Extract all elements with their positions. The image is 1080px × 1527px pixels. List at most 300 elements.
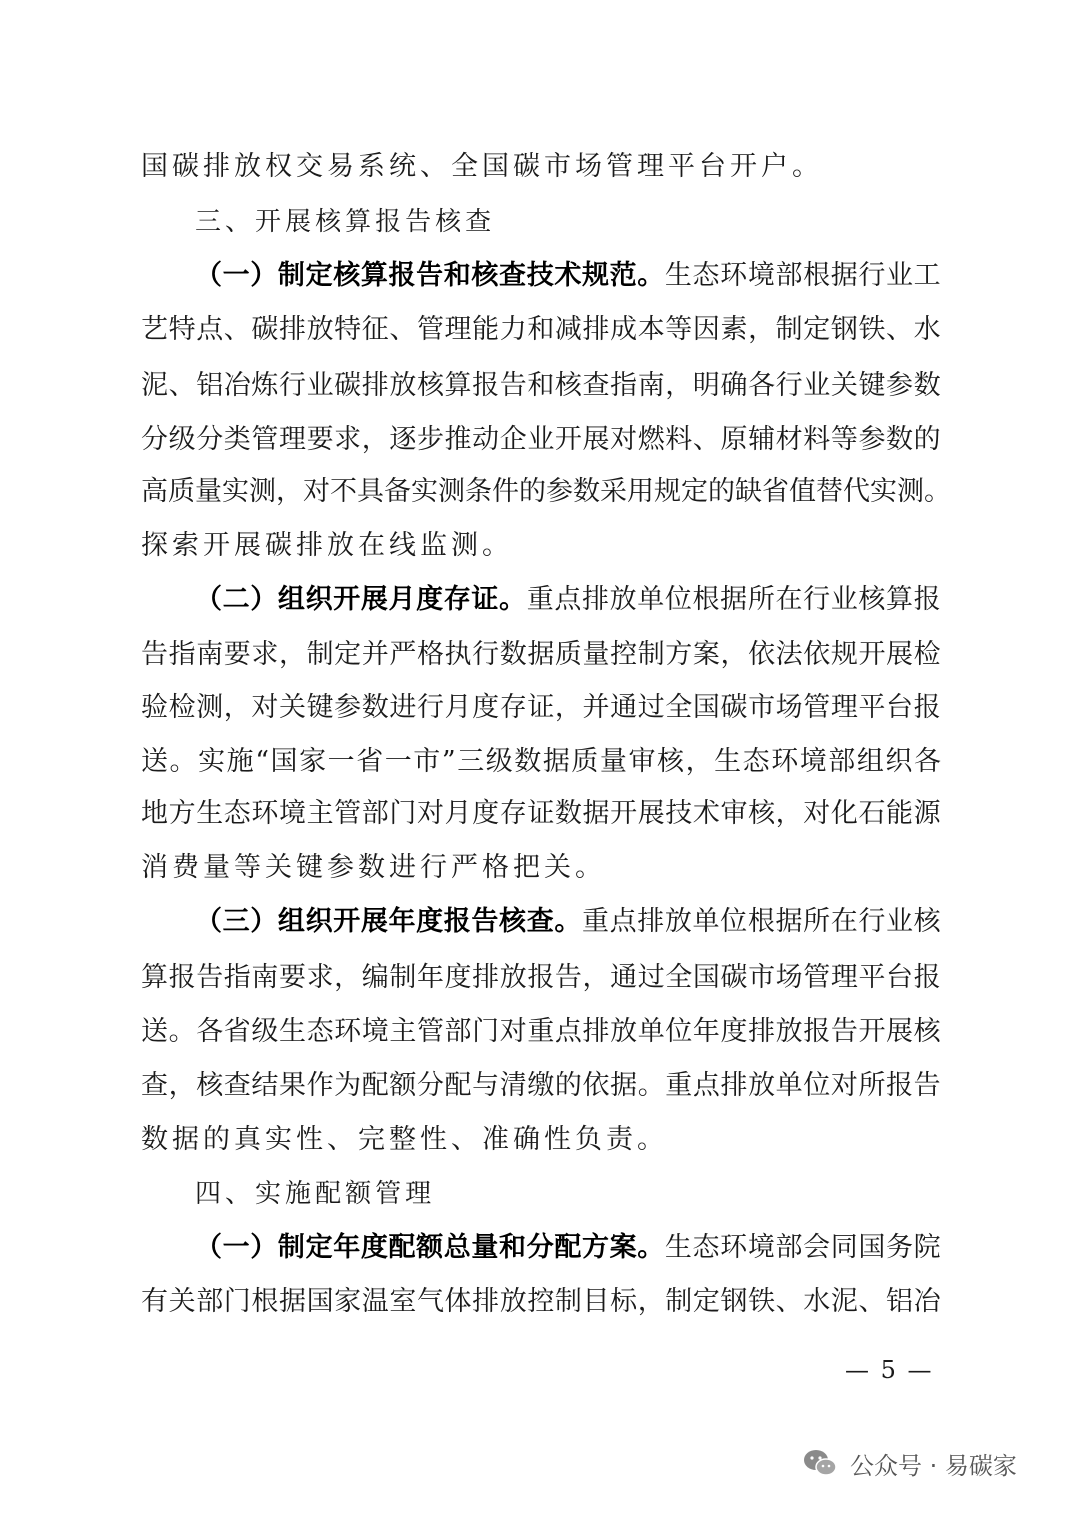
glyph: 进 <box>389 692 417 723</box>
glyph: 织 <box>305 584 333 615</box>
glyph: 放 <box>327 530 354 561</box>
glyph: 行 <box>420 852 447 883</box>
glyph: 境 <box>278 798 306 829</box>
glyph: 控 <box>527 1286 555 1317</box>
glyph: 体 <box>444 1286 472 1317</box>
text-line <box>141 526 941 566</box>
glyph: 查 <box>141 1070 168 1101</box>
glyph: 指 <box>168 639 196 670</box>
glyph: 采 <box>600 476 627 507</box>
glyph: （ <box>195 260 222 291</box>
glyph: 放 <box>609 584 637 615</box>
glyph: 放 <box>664 906 692 937</box>
glyph: 化 <box>830 798 858 829</box>
glyph: 核 <box>333 260 361 291</box>
glyph: 替 <box>816 476 843 507</box>
glyph: 各 <box>913 746 941 777</box>
glyph: 件 <box>492 476 519 507</box>
glyph: ， <box>775 798 803 829</box>
glyph: （ <box>195 584 222 615</box>
glyph: 的 <box>519 476 546 507</box>
glyph: 关 <box>278 692 306 723</box>
text-line <box>141 635 941 675</box>
glyph: 一 <box>222 260 250 291</box>
glyph: 地 <box>141 798 168 829</box>
glyph: 关 <box>168 1286 196 1317</box>
glyph: 核 <box>196 1070 224 1101</box>
glyph: 审 <box>628 746 656 777</box>
glyph: 标 <box>610 1286 638 1317</box>
glyph: 放 <box>748 1070 776 1101</box>
glyph: 据 <box>720 584 748 615</box>
glyph: 部 <box>775 260 803 291</box>
glyph: 确 <box>513 1124 540 1155</box>
glyph: 算 <box>141 962 168 993</box>
glyph: 、 <box>225 1179 252 1209</box>
glyph: 水 <box>913 314 941 345</box>
glyph: 台 <box>886 962 914 993</box>
glyph: 术 <box>692 798 720 829</box>
glyph: 证 <box>527 692 555 723</box>
glyph: 等 <box>830 424 858 455</box>
glyph: 放 <box>389 370 417 401</box>
glyph: 年 <box>692 1016 720 1047</box>
glyph: 结 <box>251 1070 279 1101</box>
glyph: 告 <box>830 1016 858 1047</box>
glyph: 用 <box>627 476 654 507</box>
glyph: 度 <box>472 798 500 829</box>
glyph: 据 <box>542 746 570 777</box>
glyph: 额 <box>389 1070 417 1101</box>
glyph: 编 <box>361 962 389 993</box>
glyph: 对 <box>499 1016 527 1047</box>
glyph: 目 <box>582 1286 610 1317</box>
glyph: 碳 <box>251 314 279 345</box>
glyph: 工 <box>913 260 941 291</box>
glyph: 测 <box>196 692 224 723</box>
glyph: 的 <box>913 424 941 455</box>
glyph: 、 <box>168 370 196 401</box>
glyph: 、 <box>389 314 417 345</box>
glyph: 排 <box>582 1016 610 1047</box>
glyph: 对 <box>416 798 444 829</box>
glyph: ， <box>278 639 306 670</box>
glyph: 缺 <box>735 476 762 507</box>
text-line <box>141 794 941 834</box>
glyph: 组 <box>277 906 305 937</box>
glyph: 国 <box>270 746 298 777</box>
glyph: 四 <box>195 1179 222 1209</box>
glyph: 据 <box>775 906 803 937</box>
glyph: 确 <box>720 370 748 401</box>
glyph: 过 <box>637 962 665 993</box>
glyph: 配 <box>554 1232 582 1263</box>
glyph: 存 <box>499 798 527 829</box>
glyph: 关 <box>265 852 292 883</box>
glyph: 位 <box>720 906 748 937</box>
glyph: 行 <box>278 370 306 401</box>
glyph: 通 <box>610 692 638 723</box>
glyph: 管 <box>416 1016 444 1047</box>
glyph: 水 <box>803 1286 831 1317</box>
glyph: 据 <box>278 1286 306 1317</box>
glyph: 步 <box>416 424 444 455</box>
glyph: 量 <box>195 476 222 507</box>
glyph: 统 <box>389 151 416 182</box>
glyph: 点 <box>609 906 637 937</box>
glyph: 排 <box>472 1286 500 1317</box>
glyph: 规 <box>830 639 858 670</box>
glyph: 排 <box>472 962 500 993</box>
glyph: 键 <box>306 692 334 723</box>
glyph: 求 <box>251 639 279 670</box>
glyph: 报 <box>472 370 500 401</box>
glyph: 和 <box>443 260 471 291</box>
glyph: ， <box>554 692 582 723</box>
glyph: 定 <box>681 476 708 507</box>
glyph: 排 <box>637 906 665 937</box>
glyph: 、 <box>420 151 447 182</box>
text-line <box>141 848 941 888</box>
glyph: 单 <box>775 1070 803 1101</box>
glyph: 泥 <box>830 1286 858 1317</box>
glyph: 排 <box>582 314 610 345</box>
glyph: 度 <box>416 906 444 937</box>
glyph: 根 <box>747 906 775 937</box>
glyph: 据 <box>830 260 858 291</box>
glyph: 方 <box>168 798 196 829</box>
glyph: 性 <box>420 1124 447 1155</box>
glyph: 值 <box>789 476 816 507</box>
glyph: 分 <box>141 424 168 455</box>
glyph: 生 <box>714 746 742 777</box>
glyph: 度 <box>720 1016 748 1047</box>
glyph: 求 <box>334 424 362 455</box>
glyph: 配 <box>315 1179 342 1209</box>
glyph: 市 <box>544 151 571 182</box>
glyph: 核 <box>435 207 462 237</box>
glyph: 制 <box>637 639 665 670</box>
text-line <box>141 366 941 406</box>
glyph: 索 <box>172 530 199 561</box>
glyph: 具 <box>357 476 384 507</box>
glyph: 国 <box>482 151 509 182</box>
glyph: 高 <box>141 476 168 507</box>
glyph: 告 <box>196 962 224 993</box>
glyph: 告 <box>554 962 582 993</box>
glyph: 配 <box>444 1070 472 1101</box>
glyph: 核 <box>416 370 444 401</box>
glyph: 缴 <box>527 1070 555 1101</box>
glyph: 南 <box>637 370 665 401</box>
glyph: 对 <box>303 476 330 507</box>
glyph: 级 <box>168 424 196 455</box>
glyph: 各 <box>196 1016 224 1047</box>
glyph: 碳 <box>513 151 540 182</box>
glyph: 所 <box>858 1070 886 1101</box>
glyph: 定 <box>803 314 831 345</box>
glyph: 家 <box>299 746 327 777</box>
glyph: 核 <box>657 746 685 777</box>
glyph: 根 <box>803 260 831 291</box>
glyph: 审 <box>720 798 748 829</box>
glyph: 数 <box>358 852 385 883</box>
glyph: 完 <box>358 1124 385 1155</box>
glyph: 碳 <box>334 370 362 401</box>
glyph: 果 <box>278 1070 306 1101</box>
glyph: 依 <box>582 1070 610 1101</box>
text-line <box>141 1282 941 1322</box>
glyph: 料 <box>665 424 693 455</box>
glyph: 管 <box>334 798 362 829</box>
glyph: 、 <box>692 424 720 455</box>
glyph: 负 <box>575 1124 602 1155</box>
glyph: 行 <box>775 370 803 401</box>
glyph: 实 <box>198 746 226 777</box>
glyph: 泥 <box>141 370 168 401</box>
glyph: 质 <box>554 639 582 670</box>
glyph: 度 <box>444 962 472 993</box>
glyph: 理 <box>278 424 306 455</box>
glyph: 所 <box>747 584 775 615</box>
glyph: 要 <box>278 962 306 993</box>
glyph: 开 <box>203 530 230 561</box>
glyph: 展 <box>886 1016 914 1047</box>
glyph: 关 <box>544 852 571 883</box>
glyph: 要 <box>306 424 334 455</box>
glyph: 严 <box>389 639 417 670</box>
glyph: 。 <box>499 584 527 615</box>
section-heading <box>195 1174 941 1214</box>
glyph: 交 <box>296 151 323 182</box>
section-heading <box>195 202 941 242</box>
glyph: 测 <box>249 476 276 507</box>
glyph: 全 <box>451 151 478 182</box>
glyph: 代 <box>843 476 870 507</box>
glyph: 能 <box>886 798 914 829</box>
glyph: 一 <box>384 746 412 777</box>
glyph: 度 <box>416 584 444 615</box>
glyph: 严 <box>451 852 478 883</box>
glyph: 线 <box>389 530 416 561</box>
glyph: 平 <box>668 151 695 182</box>
glyph: 一 <box>222 1232 250 1263</box>
glyph: 逐 <box>389 424 417 455</box>
glyph: 市 <box>748 962 776 993</box>
glyph: 生 <box>196 798 224 829</box>
glyph: 进 <box>389 852 416 883</box>
glyph: 理 <box>830 692 858 723</box>
glyph: 门 <box>223 1286 251 1317</box>
glyph: 键 <box>296 852 323 883</box>
glyph: 检 <box>168 692 196 723</box>
glyph: 境 <box>747 260 775 291</box>
glyph: 展 <box>582 424 610 455</box>
glyph: 的 <box>203 1124 230 1155</box>
glyph: 位 <box>803 1070 831 1101</box>
glyph: 年 <box>333 1232 361 1263</box>
glyph: 有 <box>141 1286 168 1317</box>
glyph: 国 <box>141 151 168 182</box>
glyph: 施 <box>226 746 254 777</box>
glyph: 业 <box>803 370 831 401</box>
glyph: 实 <box>870 476 897 507</box>
text-line <box>141 958 941 998</box>
glyph: 年 <box>388 906 416 937</box>
glyph: 数 <box>573 476 600 507</box>
glyph: 碳 <box>720 692 748 723</box>
glyph: 气 <box>416 1286 444 1317</box>
glyph: ， <box>685 746 713 777</box>
glyph: 技 <box>665 798 693 829</box>
glyph: 放 <box>306 314 334 345</box>
glyph: 开 <box>554 424 582 455</box>
glyph: 存 <box>499 692 527 723</box>
glyph: 分 <box>196 424 224 455</box>
glyph: 制 <box>775 314 803 345</box>
glyph: 数 <box>141 1124 168 1155</box>
text-line <box>141 1012 941 1052</box>
glyph: 国 <box>306 1286 334 1317</box>
glyph: 检 <box>913 639 941 670</box>
glyph: 施 <box>285 1179 312 1209</box>
glyph: 。 <box>554 906 582 937</box>
glyph: 月 <box>444 692 472 723</box>
glyph: 门 <box>389 798 417 829</box>
glyph: 测 <box>451 530 478 561</box>
glyph: 报 <box>527 962 555 993</box>
glyph: 监 <box>420 530 447 561</box>
glyph: 案 <box>609 1232 637 1263</box>
glyph: 组 <box>856 746 884 777</box>
glyph: 不 <box>330 476 357 507</box>
glyph: 成 <box>610 314 638 345</box>
glyph: 格 <box>416 639 444 670</box>
glyph: 算 <box>886 584 914 615</box>
glyph: 本 <box>637 314 665 345</box>
glyph: 方 <box>665 639 693 670</box>
glyph: 数 <box>886 424 914 455</box>
glyph: 级 <box>251 1016 279 1047</box>
glyph: 放 <box>499 962 527 993</box>
glyph: 特 <box>168 314 196 345</box>
glyph: 家 <box>334 1286 362 1317</box>
glyph: 台 <box>699 151 726 182</box>
glyph: 度 <box>472 692 500 723</box>
glyph: 石 <box>858 798 886 829</box>
glyph: 全 <box>665 962 693 993</box>
glyph: 月 <box>388 584 416 615</box>
glyph: 部 <box>361 798 389 829</box>
glyph: 核 <box>913 1016 941 1047</box>
glyph: 参 <box>334 692 362 723</box>
glyph: 炼 <box>251 370 279 401</box>
wechat-icon <box>802 1448 838 1478</box>
glyph: 在 <box>830 906 858 937</box>
glyph: 开 <box>730 151 757 182</box>
glyph: 配 <box>388 1232 416 1263</box>
glyph: 点 <box>196 314 224 345</box>
text-line <box>195 256 941 296</box>
glyph: 定 <box>305 1232 333 1263</box>
glyph: 开 <box>858 1016 886 1047</box>
glyph: 方 <box>581 1232 609 1263</box>
glyph: 在 <box>358 530 385 561</box>
account-label: 公众号 · 易碳家 <box>850 1451 1017 1480</box>
glyph: 部 <box>196 1286 224 1317</box>
glyph: 企 <box>499 424 527 455</box>
glyph: 业 <box>830 584 858 615</box>
glyph: 明 <box>692 370 720 401</box>
glyph: 真 <box>234 1124 261 1155</box>
glyph: 展 <box>360 906 388 937</box>
glyph: 制 <box>665 1286 693 1317</box>
glyph: 排 <box>296 530 323 561</box>
glyph: ， <box>276 476 303 507</box>
glyph: 室 <box>389 1286 417 1317</box>
glyph: 键 <box>858 370 886 401</box>
glyph: 执 <box>444 639 472 670</box>
text-line <box>141 472 951 512</box>
glyph: 实 <box>265 1124 292 1155</box>
glyph: ， <box>637 1286 665 1317</box>
glyph: 辅 <box>748 424 776 455</box>
glyph: 三 <box>222 906 250 937</box>
glyph: 南 <box>196 639 224 670</box>
glyph: 单 <box>692 906 720 937</box>
glyph: 织 <box>305 906 333 937</box>
glyph: 格 <box>482 852 509 883</box>
glyph: ， <box>223 692 251 723</box>
glyph: 责 <box>606 1124 633 1155</box>
glyph: 管 <box>416 314 444 345</box>
glyph: 清 <box>499 1070 527 1101</box>
text-line <box>141 147 941 187</box>
glyph: 开 <box>610 798 638 829</box>
glyph: 行 <box>472 639 500 670</box>
glyph: 测 <box>897 476 924 507</box>
glyph: 定 <box>334 639 362 670</box>
glyph: 三 <box>457 746 485 777</box>
glyph: 实 <box>411 476 438 507</box>
glyph: 数 <box>499 639 527 670</box>
glyph: 位 <box>664 584 692 615</box>
glyph: 管 <box>803 692 831 723</box>
glyph: 数 <box>554 798 582 829</box>
glyph: 单 <box>637 1016 665 1047</box>
glyph: 征 <box>361 314 389 345</box>
glyph: 核 <box>858 584 886 615</box>
glyph: 查 <box>465 207 492 237</box>
glyph: “ <box>255 746 269 777</box>
glyph: ） <box>250 584 278 615</box>
glyph: ， <box>361 424 389 455</box>
glyph: 排 <box>720 1070 748 1101</box>
glyph: 门 <box>472 1016 500 1047</box>
glyph: 态 <box>692 260 720 291</box>
glyph: 算 <box>444 370 472 401</box>
glyph: 点 <box>554 1016 582 1047</box>
glyph: 力 <box>499 314 527 345</box>
glyph: 放 <box>610 1016 638 1047</box>
glyph: 南 <box>251 962 279 993</box>
glyph: 特 <box>334 314 362 345</box>
glyph: 单 <box>637 584 665 615</box>
glyph: ， <box>748 314 776 345</box>
page-number: — 5 — <box>845 1356 934 1384</box>
glyph: 等 <box>665 314 693 345</box>
glyph: 据 <box>582 798 610 829</box>
